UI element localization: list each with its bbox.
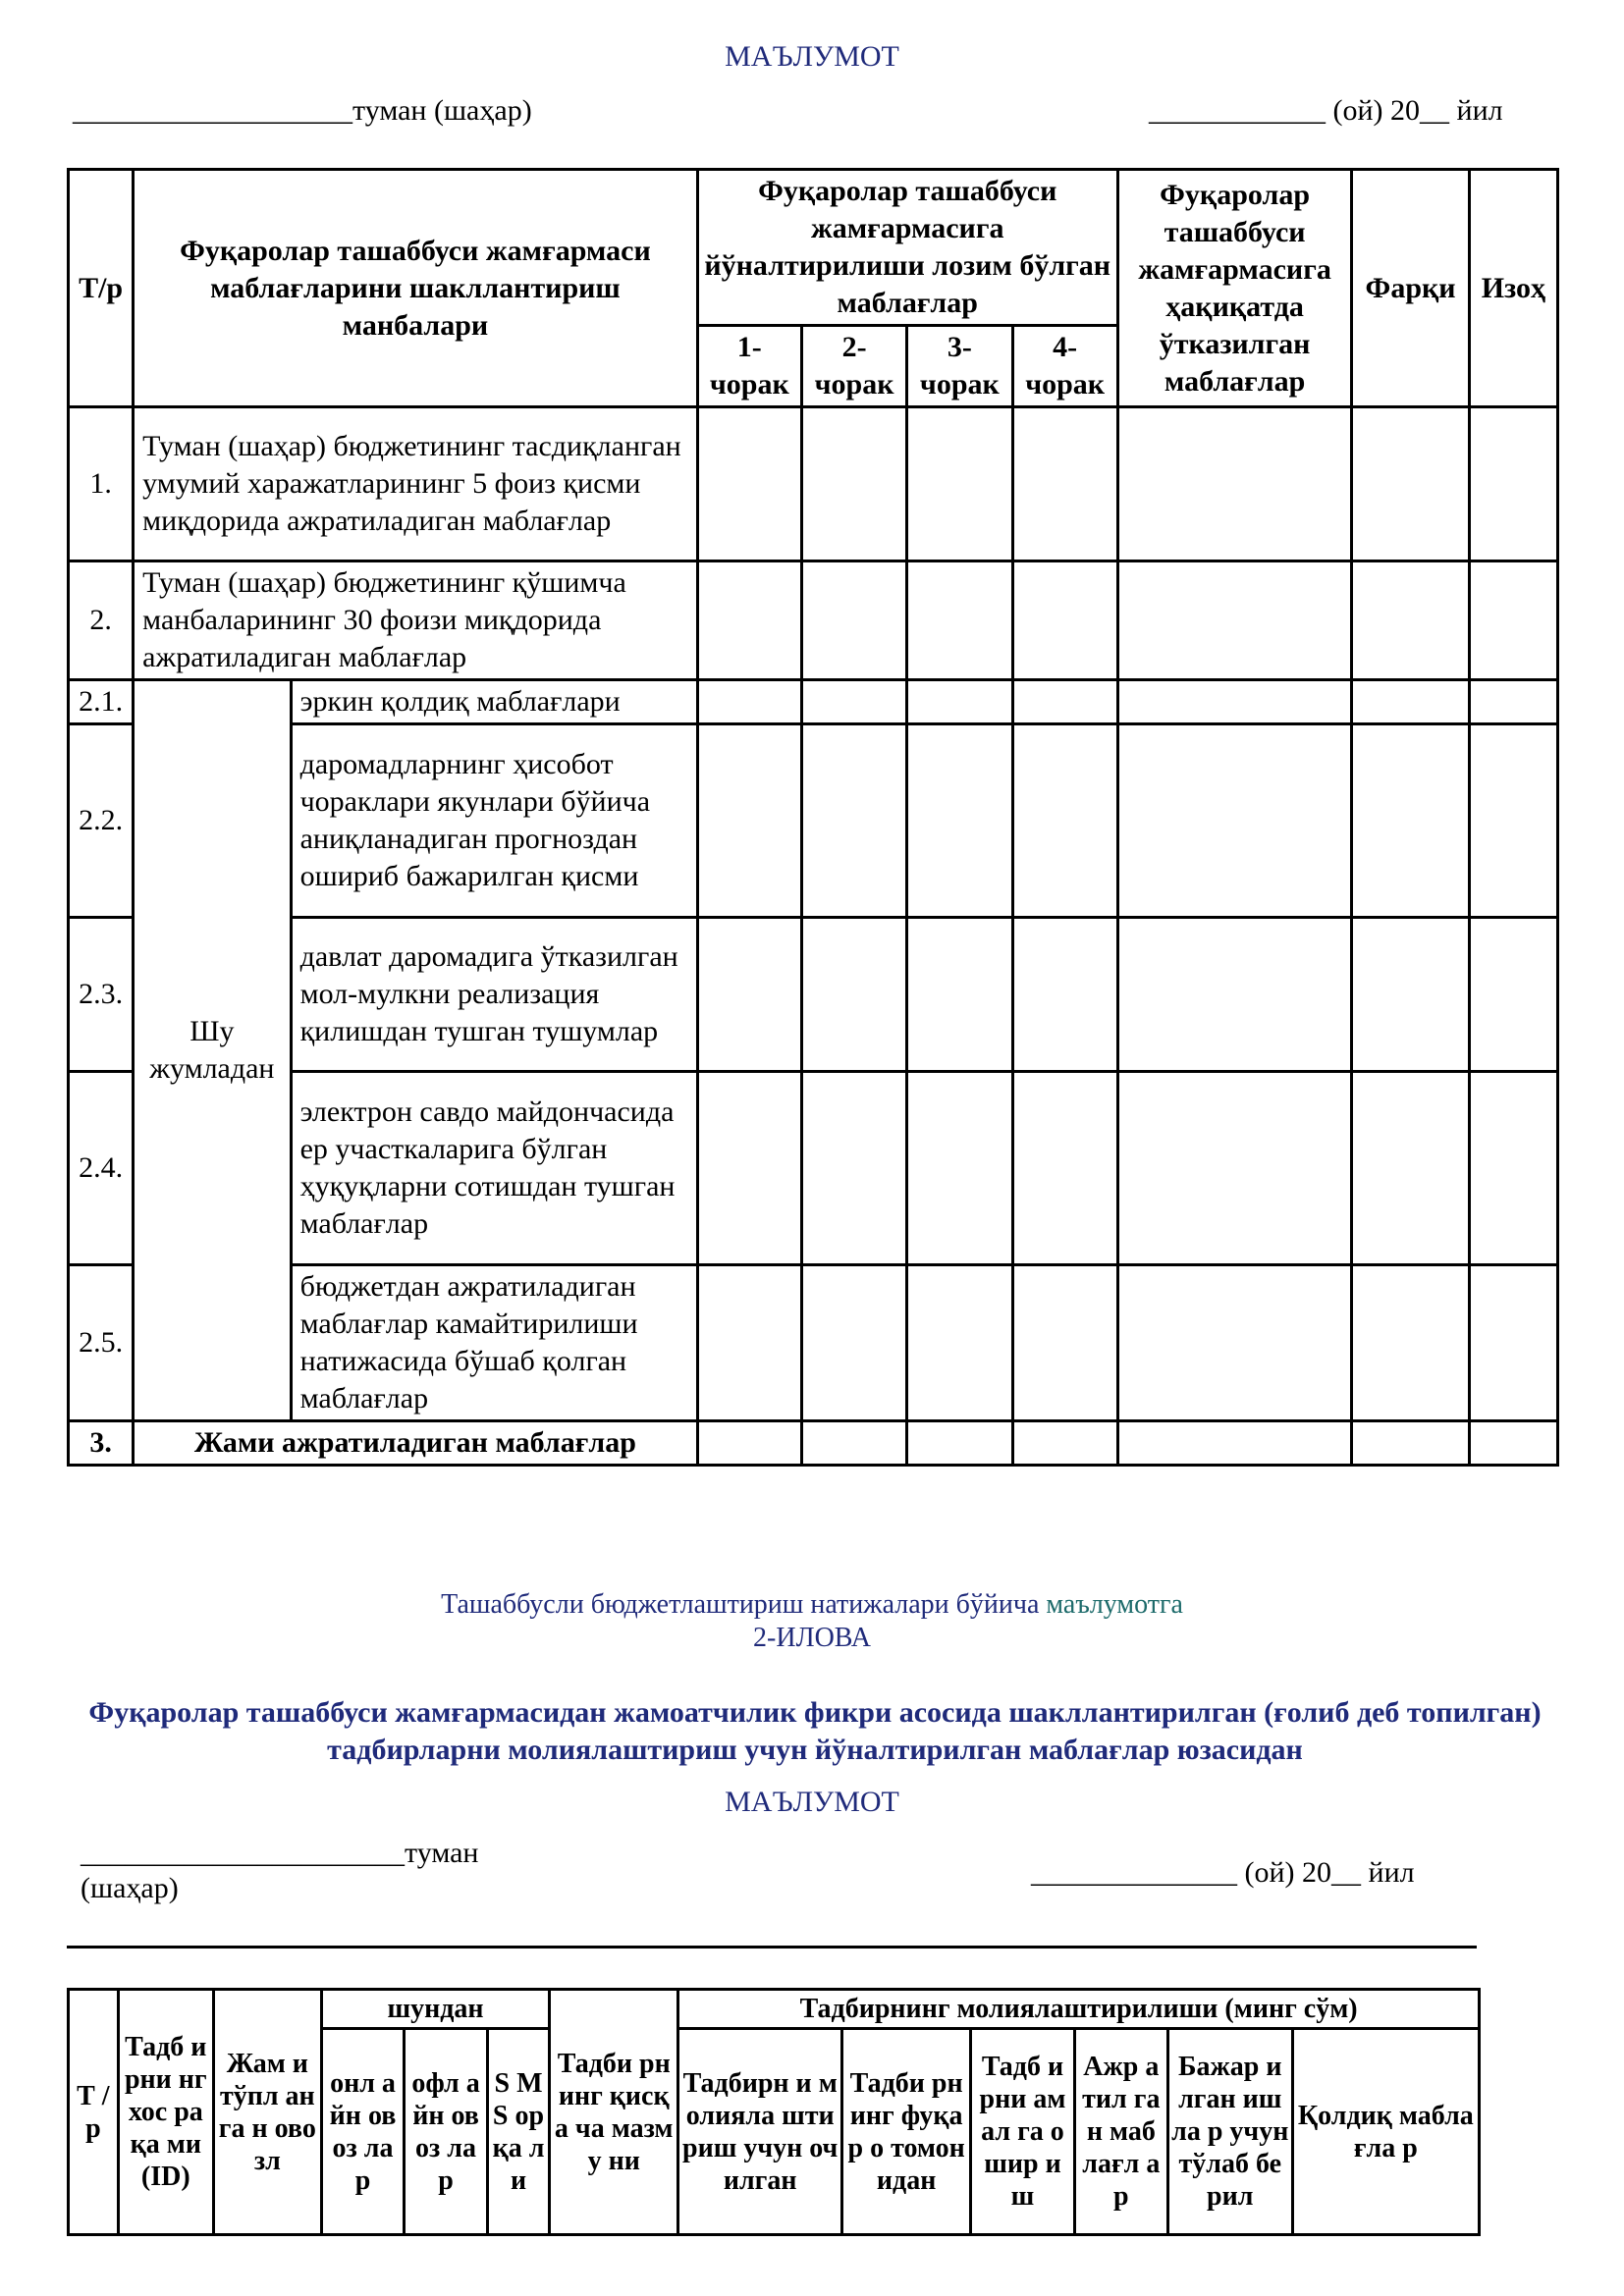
header-actual: Фуқаролар ташаббуси жамғармасига ҳақиқатда ўтказилган маблағлар xyxy=(1117,170,1352,407)
t2-header-total: Жам и тўпл анга н овозл xyxy=(213,1990,321,2235)
funding-sources-table xyxy=(67,168,1559,1467)
t2-header-opened: Тадбирн и молияла штириш учун очилган xyxy=(678,2029,842,2235)
district-line-2: ______________________туман xyxy=(81,1837,479,1869)
sub-label: Шу жумладан xyxy=(134,680,291,1421)
district-line: ___________________туман (шаҳар) xyxy=(73,94,532,127)
row-num: 2. xyxy=(69,561,134,680)
header-q2: 2-чорак xyxy=(801,326,906,407)
table-row xyxy=(69,1072,1558,1265)
date-line: ____________ (ой) 20__ йил xyxy=(1149,94,1503,127)
row-text: Туман (шаҳар) бюджетининг тасдиқланган умумий харажатларининг 5 фоиз қисми миқдорида ажратиладиган маблағлар xyxy=(134,407,698,561)
date-line-2: ______________ (ой) 20__ йил xyxy=(1031,1856,1415,1889)
t2-header-id: Тадб ирни нг хос рақа ми (ID) xyxy=(118,1990,213,2235)
t2-header-sms: S M S ор қа ли xyxy=(487,2029,549,2235)
header-planned: Фуқаролар ташаббуси жамғармасига йўналтирилиши лозим бўлган маблағлар xyxy=(697,170,1117,326)
table-row xyxy=(69,561,1558,680)
t2-header-summary: Тадби рнинг қисқа ча мазму ни xyxy=(550,1990,678,2235)
appendix-number: 2-ИЛОВА xyxy=(753,1623,871,1653)
t2-header-online: онл айн овоз лар xyxy=(321,2029,405,2235)
row-text: бюджетдан ажратиладиган маблағлар камайтирилиши натижасида бўшаб қолган маблағлар xyxy=(291,1265,697,1421)
table-row xyxy=(69,724,1558,918)
t2-header-of-which: шундан xyxy=(321,1990,549,2029)
appendix-text: Ташаббусли бюджетлаштириш натижалари бўйича xyxy=(441,1589,1040,1620)
row-num: 2.1. xyxy=(69,680,134,724)
table-row xyxy=(69,680,1558,724)
row-text: эркин қолдиқ маблағлари xyxy=(291,680,697,724)
row-num: 2.2. xyxy=(69,724,134,918)
t2-header-citizens: Тадби рнинг фуқар о томон идан xyxy=(842,2029,971,2235)
table-row xyxy=(69,1421,1558,1466)
row-num: 2.4. xyxy=(69,1072,134,1265)
page-title: МАЪЛУМОТ xyxy=(725,40,899,73)
row-text: давлат даромадига ўтказилган мол-мулкни реализация қилишдан тушган тушумлар xyxy=(291,918,697,1072)
divider xyxy=(67,1946,1477,1949)
t2-header-allocated: Ажр атил ган маб лағл ар xyxy=(1074,2029,1167,2235)
page-title-2: МАЪЛУМОТ xyxy=(725,1786,899,1818)
row-text: электрон савдо майдончасида ер участкаларига бўлган ҳуқуқларни сотишдан тушган маблағлар xyxy=(291,1072,697,1265)
row-text: Туман (шаҳар) бюджетининг қўшимча манбаларининг 30 фоизи миқдорида ажратиладиган маблағлар xyxy=(134,561,698,680)
row-text: Жами ажратиладиган маблағлар xyxy=(134,1421,698,1466)
table-row xyxy=(69,918,1558,1072)
appendix-line-1 xyxy=(0,1588,1624,1622)
header-diff: Фарқи xyxy=(1352,170,1469,407)
t2-header-execution: Тадб ирни амал га ошир иш xyxy=(971,2029,1075,2235)
row-text: даромадларнинг ҳисобот чораклари якунлари бўйича аниқланадиган прогноздан ошириб бажарилган қисми xyxy=(291,724,697,918)
header-source: Фуқаролар ташаббуси жамғармаси маблағларини шакллантириш манбалари xyxy=(134,170,698,407)
row-num: 3. xyxy=(69,1421,134,1466)
financing-table xyxy=(67,1988,1481,2236)
t2-header-paid: Бажар илган ишла р учун тўлаб берил xyxy=(1167,2029,1292,2235)
district-line-2b: (шаҳар) xyxy=(81,1872,179,1904)
header-q4: 4-чорак xyxy=(1012,326,1117,407)
t2-header-offline: офл айн овоз лар xyxy=(405,2029,488,2235)
table-row xyxy=(69,1265,1558,1421)
t2-header-num: Т / р xyxy=(69,1990,119,2235)
section-heading: Фуқаролар ташаббуси жамғармасидан жамоатчилик фикри асосида шакллантирилган (ғолиб деб топилган) тадбирларни молиялаштириш учун йўналтирилган маблағлар юзасидан xyxy=(88,1696,1542,1766)
header-num: Т/р xyxy=(69,170,134,407)
t2-header-financing: Тадбирнинг молиялаштирилиши (минг сўм) xyxy=(678,1990,1480,2029)
table-row xyxy=(69,407,1558,561)
header-note: Изоҳ xyxy=(1469,170,1557,407)
header-q3: 3-чорак xyxy=(907,326,1012,407)
row-num: 2.3. xyxy=(69,918,134,1072)
row-num: 1. xyxy=(69,407,134,561)
appendix-text-teal: маълумотга xyxy=(1046,1589,1183,1620)
row-num: 2.5. xyxy=(69,1265,134,1421)
t2-header-balance: Қолдиқ маблағла р xyxy=(1292,2029,1479,2235)
header-q1: 1-чорак xyxy=(697,326,801,407)
